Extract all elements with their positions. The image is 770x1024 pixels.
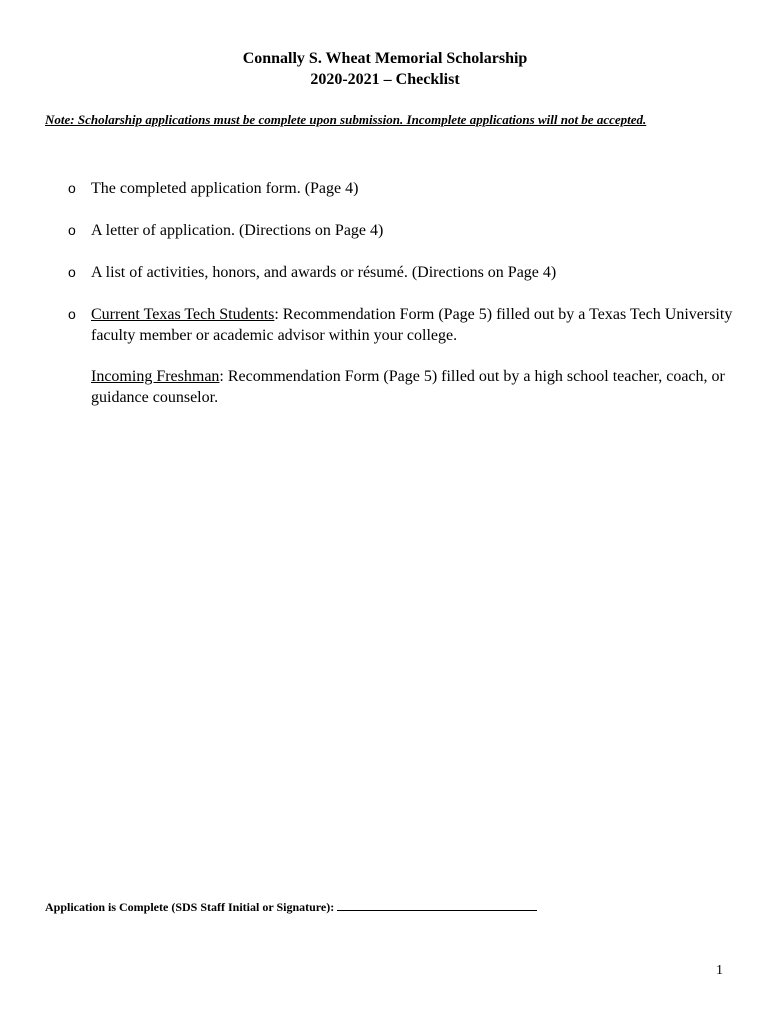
- current-students-label: Current Texas Tech Students: [91, 306, 275, 323]
- checklist-item-text: The completed application form. (Page 4): [91, 180, 359, 197]
- checklist-item: [68, 304, 733, 346]
- bullet-circle-icon: o: [68, 180, 76, 196]
- checklist-item-text: A list of activities, honors, and awards or résumé. (Directions on Page 4): [91, 264, 557, 281]
- bullet-circle-icon: o: [68, 222, 76, 238]
- page-number: 1: [716, 963, 723, 978]
- signature-label: Application is Complete (SDS Staff Initial or Signature):: [45, 900, 335, 914]
- current-students-text: : Recommendation Form (Page 5) filled out by a Texas Tech University faculty member or academic advisor within your college.: [91, 306, 733, 344]
- signature-line: [45, 899, 537, 915]
- checklist-item-text: [91, 304, 733, 346]
- incoming-freshman-paragraph: [91, 366, 731, 408]
- bullet-circle-icon: o: [68, 264, 76, 280]
- checklist-item: [68, 262, 733, 283]
- checklist-item: [68, 220, 733, 241]
- document-title: Connally S. Wheat Memorial Scholarship: [242, 50, 528, 67]
- checklist-item-text: A letter of application. (Directions on Page 4): [91, 222, 384, 239]
- bullet-circle-icon: o: [68, 306, 76, 322]
- incoming-freshman-label: Incoming Freshman: [91, 368, 220, 385]
- incoming-freshman-text: : Recommendation Form (Page 5) filled out by a high school teacher, coach, or guidance counselor.: [91, 368, 725, 406]
- submission-note: Note: Scholarship applications must be complete upon submission. Incomplete applications will not be accepted.: [45, 112, 647, 127]
- checklist-item: [68, 178, 733, 199]
- document-subtitle: 2020-2021 – Checklist: [310, 71, 460, 88]
- signature-blank: [337, 900, 537, 911]
